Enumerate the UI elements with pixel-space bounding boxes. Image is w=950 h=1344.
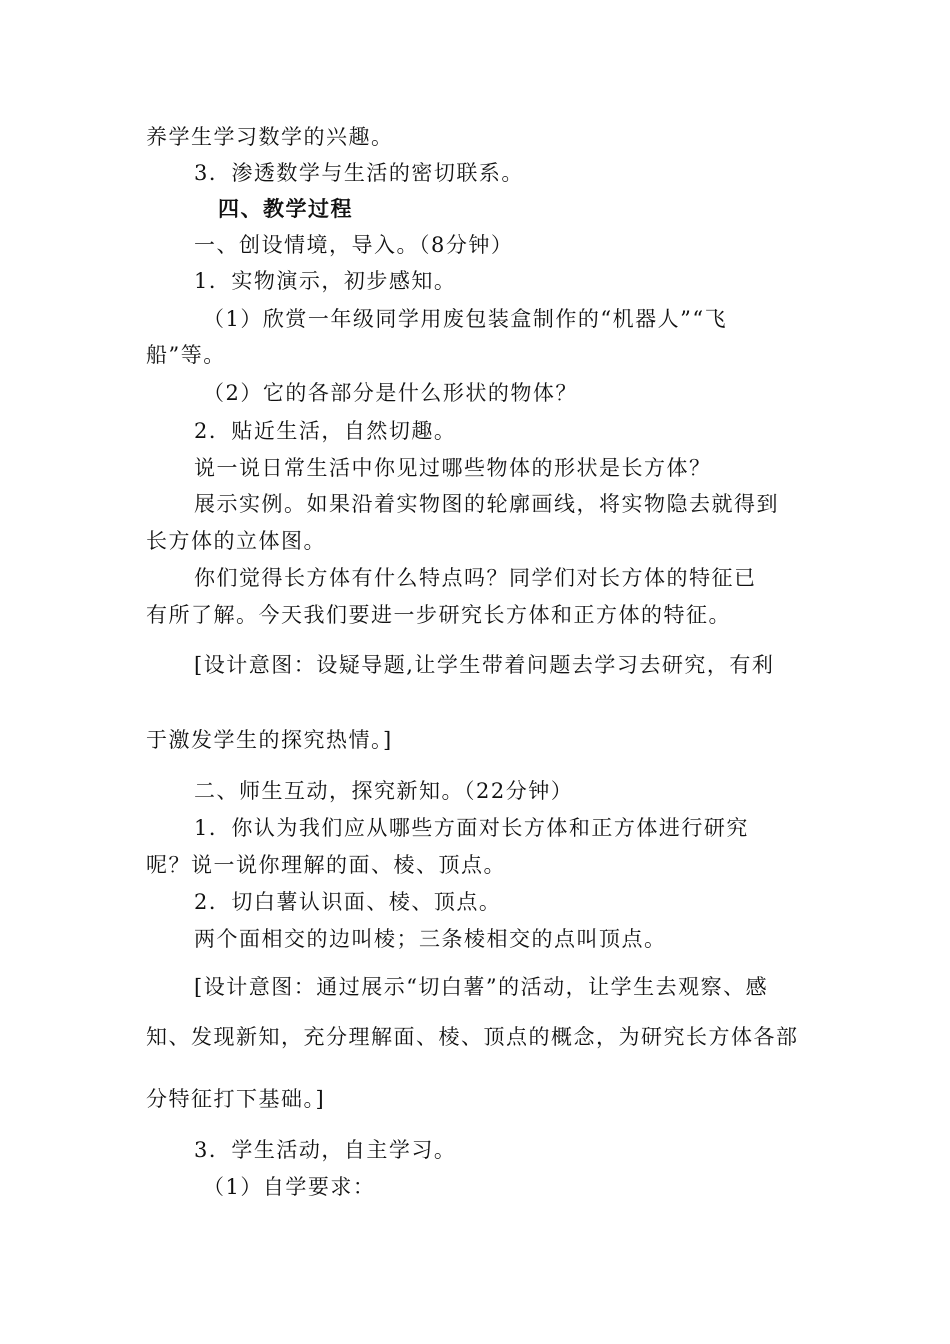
paragraph-line: 长方体的立体图。 [146,529,326,553]
paragraph-line: 说一说日常生活中你见过哪些物体的形状是长方体？ [194,456,712,480]
paragraph-line: 你们觉得长方体有什么特点吗？同学们对长方体的特征已 [194,566,757,590]
paragraph-line: 船”等。 [146,343,226,367]
design-note-line: 分特征打下基础。] [146,1087,326,1111]
list-item: （2）它的各部分是什么形状的物体？ [203,381,578,405]
paragraph-line: 有所了解。今天我们要进一步研究长方体和正方体的特征。 [146,603,731,627]
design-note-line: 知、发现新知，充分理解面、棱、顶点的概念，为研究长方体各部 [146,1025,799,1049]
list-item: 2．切白薯认识面、棱、顶点。 [194,890,502,914]
subsection-heading: 一、创设情境，导入。（8分钟） [194,233,514,257]
list-item: 1．实物演示，初步感知。 [194,269,457,293]
design-note-line: 于激发学生的探究热情。] [146,728,393,752]
list-item: 3．渗透数学与生活的密切联系。 [194,161,524,185]
list-item: 1．你认为我们应从哪些方面对长方体和正方体进行研究 [194,816,749,840]
list-item: （1）自学要求： [203,1175,376,1199]
paragraph-line: 展示实例。如果沿着实物图的轮廓画线，将实物隐去就得到 [194,492,779,516]
paragraph-line: 两个面相交的边叫棱；三条棱相交的点叫顶点。 [194,927,667,951]
subsection-heading: 二、师生互动，探究新知。（22分钟） [194,779,574,803]
paragraph-line: 呢？说一说你理解的面、棱、顶点。 [146,853,506,877]
list-item: 2．贴近生活，自然切趣。 [194,419,457,443]
paragraph-line: 养学生学习数学的兴趣。 [146,125,394,149]
section-heading: 四、教学过程 [218,196,353,221]
design-note-line: [设计意图：设疑导题,让学生带着问题去学习去研究，有利 [194,653,775,677]
list-item: 3．学生活动，自主学习。 [194,1138,457,1162]
list-item: （1）欣赏一年级同学用废包装盒制作的“机器人”“飞 [203,307,728,331]
design-note-line: [设计意图：通过展示“切白薯”的活动，让学生去观察、感 [194,975,769,999]
